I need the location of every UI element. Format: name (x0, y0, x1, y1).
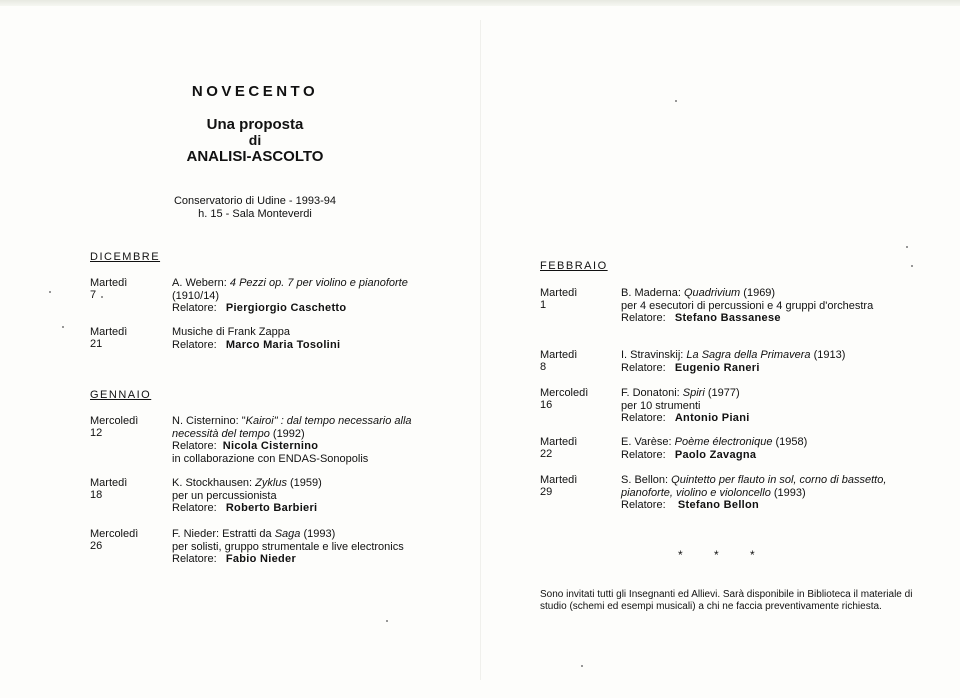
entry-line-2: per un percussionista (172, 489, 277, 502)
work-title: Quintetto per flauto in sol, corno di bassetto, (671, 474, 887, 486)
scan-speck (675, 100, 677, 102)
speaker-name: Nicola Cisternino (222, 440, 319, 452)
month-heading-febbraio: FEBBRAIO (540, 260, 608, 272)
entry-speaker-line (172, 553, 404, 566)
scan-speck (62, 326, 64, 328)
speaker-name: Fabio Nieder (225, 553, 297, 565)
speaker-label: Relatore: (621, 361, 666, 374)
work-title: Quadrivium (683, 287, 741, 299)
entry-speaker-line (172, 339, 340, 352)
work-title: Spiri (682, 387, 705, 399)
entry-line-2: per solisti, gruppo strumentale e live electronics (172, 540, 404, 553)
scan-speck (906, 246, 908, 248)
entry-line-2: (1910/14) (172, 289, 220, 302)
work-composer: S. Bellon: (621, 474, 672, 486)
entry-work-line (172, 528, 404, 541)
speaker-label: Relatore: (621, 412, 666, 424)
entry-body (621, 387, 750, 425)
entry-date: Martedì 1 (540, 287, 578, 311)
entry-body (621, 349, 845, 374)
work-title: Kairoi" : dal tempo necessario alla (245, 415, 412, 427)
scan-speck (101, 296, 103, 298)
entry-body (172, 528, 404, 566)
entry-speaker-line (621, 312, 873, 325)
work-composer: K. Stockhausen: (172, 477, 256, 489)
entry-body (621, 436, 807, 461)
work-year: (1977) (704, 387, 740, 399)
entry-line-2 (621, 487, 886, 500)
work-year: (1913) (810, 349, 846, 361)
entry-date: Martedì 18 (90, 477, 128, 501)
entry-speaker-line (172, 502, 322, 515)
work-title: Saga (274, 528, 301, 540)
entry-date: Martedì 21 (90, 326, 128, 350)
work-composer: I. Stravinskij: (621, 349, 687, 361)
work-year: (1969) (740, 287, 776, 299)
speaker-label: Relatore: (172, 440, 217, 452)
speaker-label: Relatore: (172, 553, 217, 565)
work-year: (1993) (770, 486, 806, 499)
work-title-cont: necessità del tempo (172, 427, 270, 440)
work-composer: F. Nieder: Estratti da (172, 528, 275, 540)
section-separator: * * * (678, 548, 769, 562)
month-heading-gennaio: GENNAIO (90, 389, 152, 401)
work-title: La Sagra della Primavera (686, 349, 811, 361)
program-title: NOVECENTO (191, 83, 319, 100)
speaker-label: Relatore: (621, 499, 666, 511)
entry-date: Mercoledì 26 (90, 528, 139, 552)
entry-speaker-line (621, 362, 845, 375)
entry-work-line (172, 277, 408, 290)
scan-top-edge (0, 0, 960, 6)
work-composer: B. Maderna: (621, 287, 684, 299)
speaker-label: Relatore: (172, 338, 217, 351)
entry-speaker-line (621, 412, 750, 425)
month-heading-dicembre: DICEMBRE (90, 251, 161, 263)
speaker-name: Paolo Zavagna (674, 448, 757, 461)
entry-speaker-line (621, 499, 886, 512)
work-year: (1958) (772, 436, 808, 448)
entry-speaker-line (621, 449, 807, 462)
work-composer: N. Cisternino: " (172, 415, 246, 427)
work-title: Poème électronique (674, 436, 773, 448)
entry-line-2 (172, 428, 412, 441)
work-year: (1992) (269, 427, 305, 440)
speaker-label: Relatore: (172, 302, 217, 314)
entry-date: Martedì 8 (540, 349, 578, 373)
entry-date: Mercoledì 16 (540, 387, 589, 411)
entry-date: Martedì 29 (540, 474, 578, 498)
work-year: (1959) (286, 477, 322, 489)
entry-work-line (621, 436, 807, 449)
work-composer: F. Donatoni: (621, 387, 683, 399)
speaker-name: Piergiorgio Caschetto (225, 302, 347, 314)
entry-body (172, 277, 408, 315)
entry-work-line (172, 415, 412, 428)
entry-work-line (621, 287, 873, 300)
scan-speck (581, 665, 583, 667)
scan-speck (386, 620, 388, 622)
speaker-name: Antonio Piani (674, 412, 750, 424)
entry-date: Martedì 7 (90, 277, 128, 301)
work-year: (1993) (300, 528, 336, 540)
entry-date: Mercoledì 12 (90, 415, 139, 439)
footnote: Sono invitati tutti gli Insegnanti ed Allievi. Sarà disponibile in Biblioteca il materiale di studio (schemi ed esempi musicali) a chi ne faccia preventivamente richiesta. (540, 589, 913, 612)
subtitle-line-1: Una proposta (206, 116, 304, 133)
speaker-name: Eugenio Raneri (674, 361, 760, 374)
speaker-label: Relatore: (621, 448, 666, 461)
scan-speck (911, 265, 913, 267)
subtitle-line-3: ANALISI-ASCOLTO (186, 148, 324, 165)
scan-speck (49, 291, 51, 293)
speaker-label: Relatore: (621, 312, 666, 324)
speaker-name: Marco Maria Tosolini (225, 338, 341, 351)
speaker-name: Stefano Bellon (677, 499, 760, 511)
entry-work-line (621, 387, 750, 400)
venue-line-2: h. 15 - Sala Monteverdi (198, 208, 312, 220)
subtitle-line-2: di (248, 132, 262, 148)
speaker-name: Roberto Barbieri (225, 502, 318, 514)
entry-body (172, 415, 412, 465)
entry-work-line (172, 477, 322, 490)
entry-body (621, 287, 873, 325)
entry-speaker-line (172, 440, 412, 453)
entry-body (172, 477, 322, 515)
work-title: 4 Pezzi op. 7 per violino e pianoforte (229, 277, 408, 289)
entry-body (621, 474, 886, 512)
venue-line-1: Conservatorio di Udine - 1993-94 (173, 195, 337, 207)
work-composer: E. Varèse: (621, 436, 675, 448)
entry-line-2: per 4 esecutori di percussioni e 4 gruppi d'orchestra (621, 299, 874, 312)
entry-speaker-line (172, 302, 408, 315)
entry-date: Martedì 22 (540, 436, 578, 460)
work-title-cont: pianoforte, violino e violoncello (621, 486, 771, 499)
speaker-label: Relatore: (172, 502, 217, 514)
entry-line-3: in collaborazione con ENDAS-Sonopolis (172, 452, 369, 465)
work-title: Zyklus (255, 477, 287, 489)
work-composer: A. Webern: (172, 277, 230, 289)
entry-work-line: Musiche di Frank Zappa (172, 326, 290, 338)
entry-work-line (621, 349, 845, 362)
entry-line-2: per 10 strumenti (621, 399, 701, 412)
entry-work-line (621, 474, 886, 487)
speaker-name: Stefano Bassanese (674, 312, 781, 324)
entry-body (172, 326, 340, 351)
